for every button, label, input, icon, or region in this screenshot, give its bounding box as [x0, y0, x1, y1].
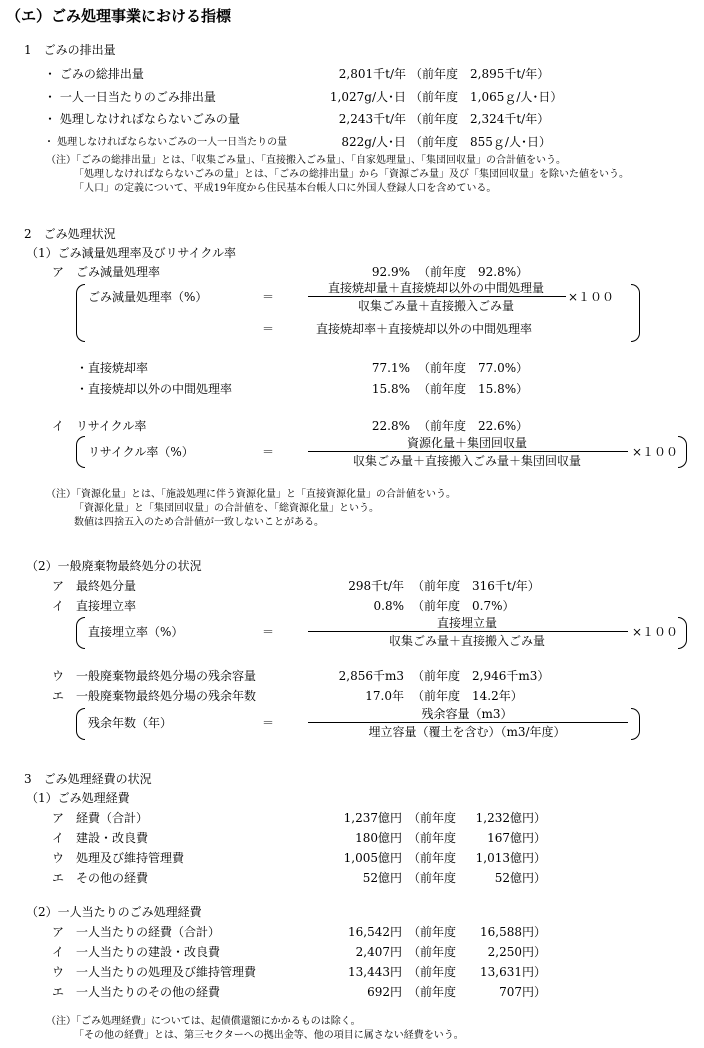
- formula-bracket-left: [76, 436, 85, 468]
- formula-numerator: 直接埋立量: [436, 616, 497, 630]
- formula-multiplier: ×１００: [632, 625, 679, 639]
- formula-denominator: 収集ごみ量＋直接搬入ごみ量＋集団回収量: [352, 454, 581, 468]
- row-value: 822g/人･日: [341, 135, 406, 149]
- item-label: 一人当たりの経費（合計）: [76, 925, 221, 939]
- formula-lhs: ごみ減量処理率（%）: [88, 290, 208, 304]
- item-prev-label: （前年度: [408, 945, 457, 959]
- formula-denominator: 埋立容量（覆土を含む）（m3/年度）: [368, 725, 566, 739]
- section-2-heading: 2 ごみ処理状況: [24, 227, 116, 241]
- row-prev: （前年度 1,065ｇ/人･日）: [410, 90, 563, 104]
- item-prev: 167億円）: [487, 831, 546, 845]
- item-mark: エ: [52, 985, 65, 999]
- subsection-heading: （1）ごみ減量処理率及びリサイクル率: [26, 246, 236, 260]
- item-value: 52億円: [362, 871, 402, 885]
- row-value: 1,027g/人･日: [329, 90, 406, 104]
- formula-bracket-right: [631, 284, 640, 342]
- formula-numerator: 直接焼却量＋直接焼却以外の中間処理量: [327, 281, 544, 295]
- formula-lhs: リサイクル率（%）: [88, 445, 194, 459]
- item-label: 一人当たりの処理及び維持管理費: [76, 965, 257, 979]
- item-prev: （前年度 92.8%）: [418, 265, 529, 279]
- item-value: 2,407円: [355, 945, 402, 959]
- formula-numerator: 資源化量＋集団回収量: [406, 436, 527, 450]
- row-label: ・ ごみの総排出量: [44, 67, 144, 81]
- item-prev: 2,250円）: [487, 945, 546, 959]
- formula-lhs: 直接埋立率（%）: [88, 625, 184, 639]
- formula-numerator: 残余容量（m3）: [421, 707, 513, 721]
- item-prev-label: （前年度: [408, 851, 457, 865]
- item-label: 建設・改良費: [76, 831, 149, 845]
- item-prev: （前年度 14.2年）: [412, 689, 523, 703]
- item-prev: 13,631円）: [480, 965, 546, 979]
- item-value: 16,542円: [348, 925, 402, 939]
- item-mark: ア: [52, 925, 65, 939]
- item-label: 直接埋立率: [76, 599, 137, 613]
- formula-denominator: 収集ごみ量＋直接搬入ごみ量: [357, 299, 514, 313]
- item-value: 298千t/年: [348, 579, 404, 593]
- item-prev: （前年度 22.6%）: [418, 419, 529, 433]
- formula-bracket-right: [678, 436, 687, 468]
- formula-equals: ＝: [262, 716, 275, 730]
- item-label: 一人当たりのその他の経費: [76, 985, 221, 999]
- item-mark: ア: [52, 265, 65, 279]
- item-mark: ア: [52, 579, 65, 593]
- item-value: 22.8%: [371, 419, 410, 433]
- fraction-bar: [308, 631, 628, 632]
- note-line: 「その他の経費」とは、第三セクターへの拠出金等、他の項目に属さない経費をいう。: [74, 1030, 464, 1041]
- formula-multiplier: ×１００: [632, 445, 679, 459]
- note-line: （注）「ごみ処理経費」については、起債償還額にかかるものは除く。: [46, 1016, 361, 1027]
- item-prev: （前年度 2,946千m3）: [412, 669, 550, 683]
- section-3-heading: 3 ごみ処理経費の状況: [24, 772, 152, 786]
- item-label: リサイクル率: [76, 419, 147, 433]
- row-label: ・ 処理しなければならないごみの一人一日当たりの量: [44, 137, 288, 148]
- rate-value: 15.8%: [371, 382, 410, 396]
- formula-denominator: 収集ごみ量＋直接搬入ごみ量: [388, 634, 545, 648]
- item-label: 一人当たりの建設・改良費: [76, 945, 221, 959]
- formula-multiplier: ×１００: [568, 290, 615, 304]
- item-mark: ウ: [52, 965, 65, 979]
- item-label: その他の経費: [76, 871, 149, 885]
- item-prev-label: （前年度: [408, 811, 457, 825]
- rate-label: ・直接焼却率: [76, 361, 149, 375]
- item-mark: ウ: [52, 851, 65, 865]
- rate-value: 77.1%: [371, 361, 410, 375]
- formula-equals: ＝: [262, 322, 275, 336]
- item-value: 2,856千m3: [338, 669, 404, 683]
- formula-equals: ＝: [262, 625, 275, 639]
- subsection-heading: （2）一般廃棄物最終処分の状況: [26, 559, 202, 573]
- item-label: 一般廃棄物最終処分場の残余年数: [76, 689, 257, 703]
- item-mark: イ: [52, 419, 65, 433]
- row-label: ・ 一人一日当たりのごみ排出量: [44, 90, 216, 104]
- rate-prev: （前年度 15.8%）: [418, 382, 529, 396]
- subsection-heading: （2）一人当たりのごみ処理経費: [26, 905, 202, 919]
- item-value: 1,005億円: [343, 851, 402, 865]
- note-line: （注）「資源化量」とは、「施設処理に伴う資源化量」と「直接資源化量」の合計値をいう。: [46, 489, 456, 500]
- item-mark: イ: [52, 945, 65, 959]
- row-prev: （前年度 855ｇ/人･日）: [410, 135, 551, 149]
- item-prev-label: （前年度: [408, 965, 457, 979]
- item-prev-label: （前年度: [408, 985, 457, 999]
- item-prev: 52億円）: [494, 871, 546, 885]
- item-label: 経費（合計）: [76, 811, 149, 825]
- fraction-bar: [308, 722, 628, 723]
- formula-bracket-left: [76, 617, 85, 649]
- item-value: 0.8%: [373, 599, 404, 613]
- item-prev: 707円）: [499, 985, 546, 999]
- note-line: 「処理しなければならないごみの量」とは、「ごみの総排出量」から「資源ごみ量」及び「集団回収量」を除いた値をいう。: [74, 169, 629, 180]
- item-label: 一般廃棄物最終処分場の残余容量: [76, 669, 257, 683]
- formula-bracket-left: [76, 284, 85, 342]
- subsection-heading: （1）ごみ処理経費: [26, 791, 130, 805]
- row-value: 2,243千t/年: [338, 112, 406, 126]
- item-value: 692円: [367, 985, 402, 999]
- formula-equals: ＝: [262, 290, 275, 304]
- row-value: 2,801千t/年: [338, 67, 406, 81]
- row-prev: （前年度 2,324千t/年）: [410, 112, 550, 126]
- item-prev-label: （前年度: [408, 831, 457, 845]
- formula-equals: ＝: [262, 445, 275, 459]
- item-label: 処理及び維持管理費: [76, 851, 185, 865]
- item-label: ごみ減量処理率: [76, 265, 161, 279]
- rate-label: ・直接焼却以外の中間処理率: [76, 382, 233, 396]
- rate-prev: （前年度 77.0%）: [418, 361, 529, 375]
- formula-bracket-right: [631, 708, 640, 740]
- item-mark: イ: [52, 599, 65, 613]
- item-prev: （前年度 316千t/年）: [412, 579, 540, 593]
- formula-bracket-right: [678, 617, 687, 649]
- item-prev: 1,232億円）: [475, 811, 546, 825]
- formula-rhs: 直接焼却率＋直接焼却以外の中間処理率: [316, 322, 533, 336]
- note-line: 「人口」の定義について、平成19年度から住民基本台帳人口に外国人登録人口を含めている。: [74, 183, 497, 194]
- item-prev: 1,013億円）: [475, 851, 546, 865]
- formula-lhs: 残余年数（年）: [88, 716, 173, 730]
- item-value: 1,237億円: [343, 811, 402, 825]
- item-value: 180億円: [355, 831, 402, 845]
- fraction-bar: [308, 296, 566, 297]
- item-prev: 16,588円）: [480, 925, 546, 939]
- section-1-heading: 1 ごみの排出量: [24, 43, 116, 57]
- fraction-bar: [308, 451, 628, 452]
- item-mark: ウ: [52, 669, 65, 683]
- note-line: 数値は四捨五入のため合計値が一致しないことがある。: [74, 517, 324, 528]
- formula-bracket-left: [76, 708, 85, 740]
- item-mark: エ: [52, 689, 65, 703]
- item-mark: イ: [52, 831, 65, 845]
- item-value: 92.9%: [371, 265, 410, 279]
- item-prev: （前年度 0.7%）: [412, 599, 515, 613]
- row-prev: （前年度 2,895千t/年）: [410, 67, 550, 81]
- item-value: 17.0年: [365, 689, 404, 703]
- item-label: 最終処分量: [76, 579, 137, 593]
- page-title: （エ）ごみ処理事業における指標: [6, 7, 232, 25]
- item-mark: ア: [52, 811, 65, 825]
- note-line: （注）「ごみの総排出量」とは、「収集ごみ量」、「直接搬入ごみ量」、「自家処理量」、「集団回収量」の合計値をいう。: [46, 155, 566, 166]
- item-value: 13,443円: [348, 965, 402, 979]
- note-line: 「資源化量」と「集団回収量」の合計値を、「総資源化量」という。: [74, 503, 379, 514]
- item-mark: エ: [52, 871, 65, 885]
- row-label: ・ 処理しなければならないごみの量: [44, 112, 240, 126]
- item-prev-label: （前年度: [408, 871, 457, 885]
- item-prev-label: （前年度: [408, 925, 457, 939]
